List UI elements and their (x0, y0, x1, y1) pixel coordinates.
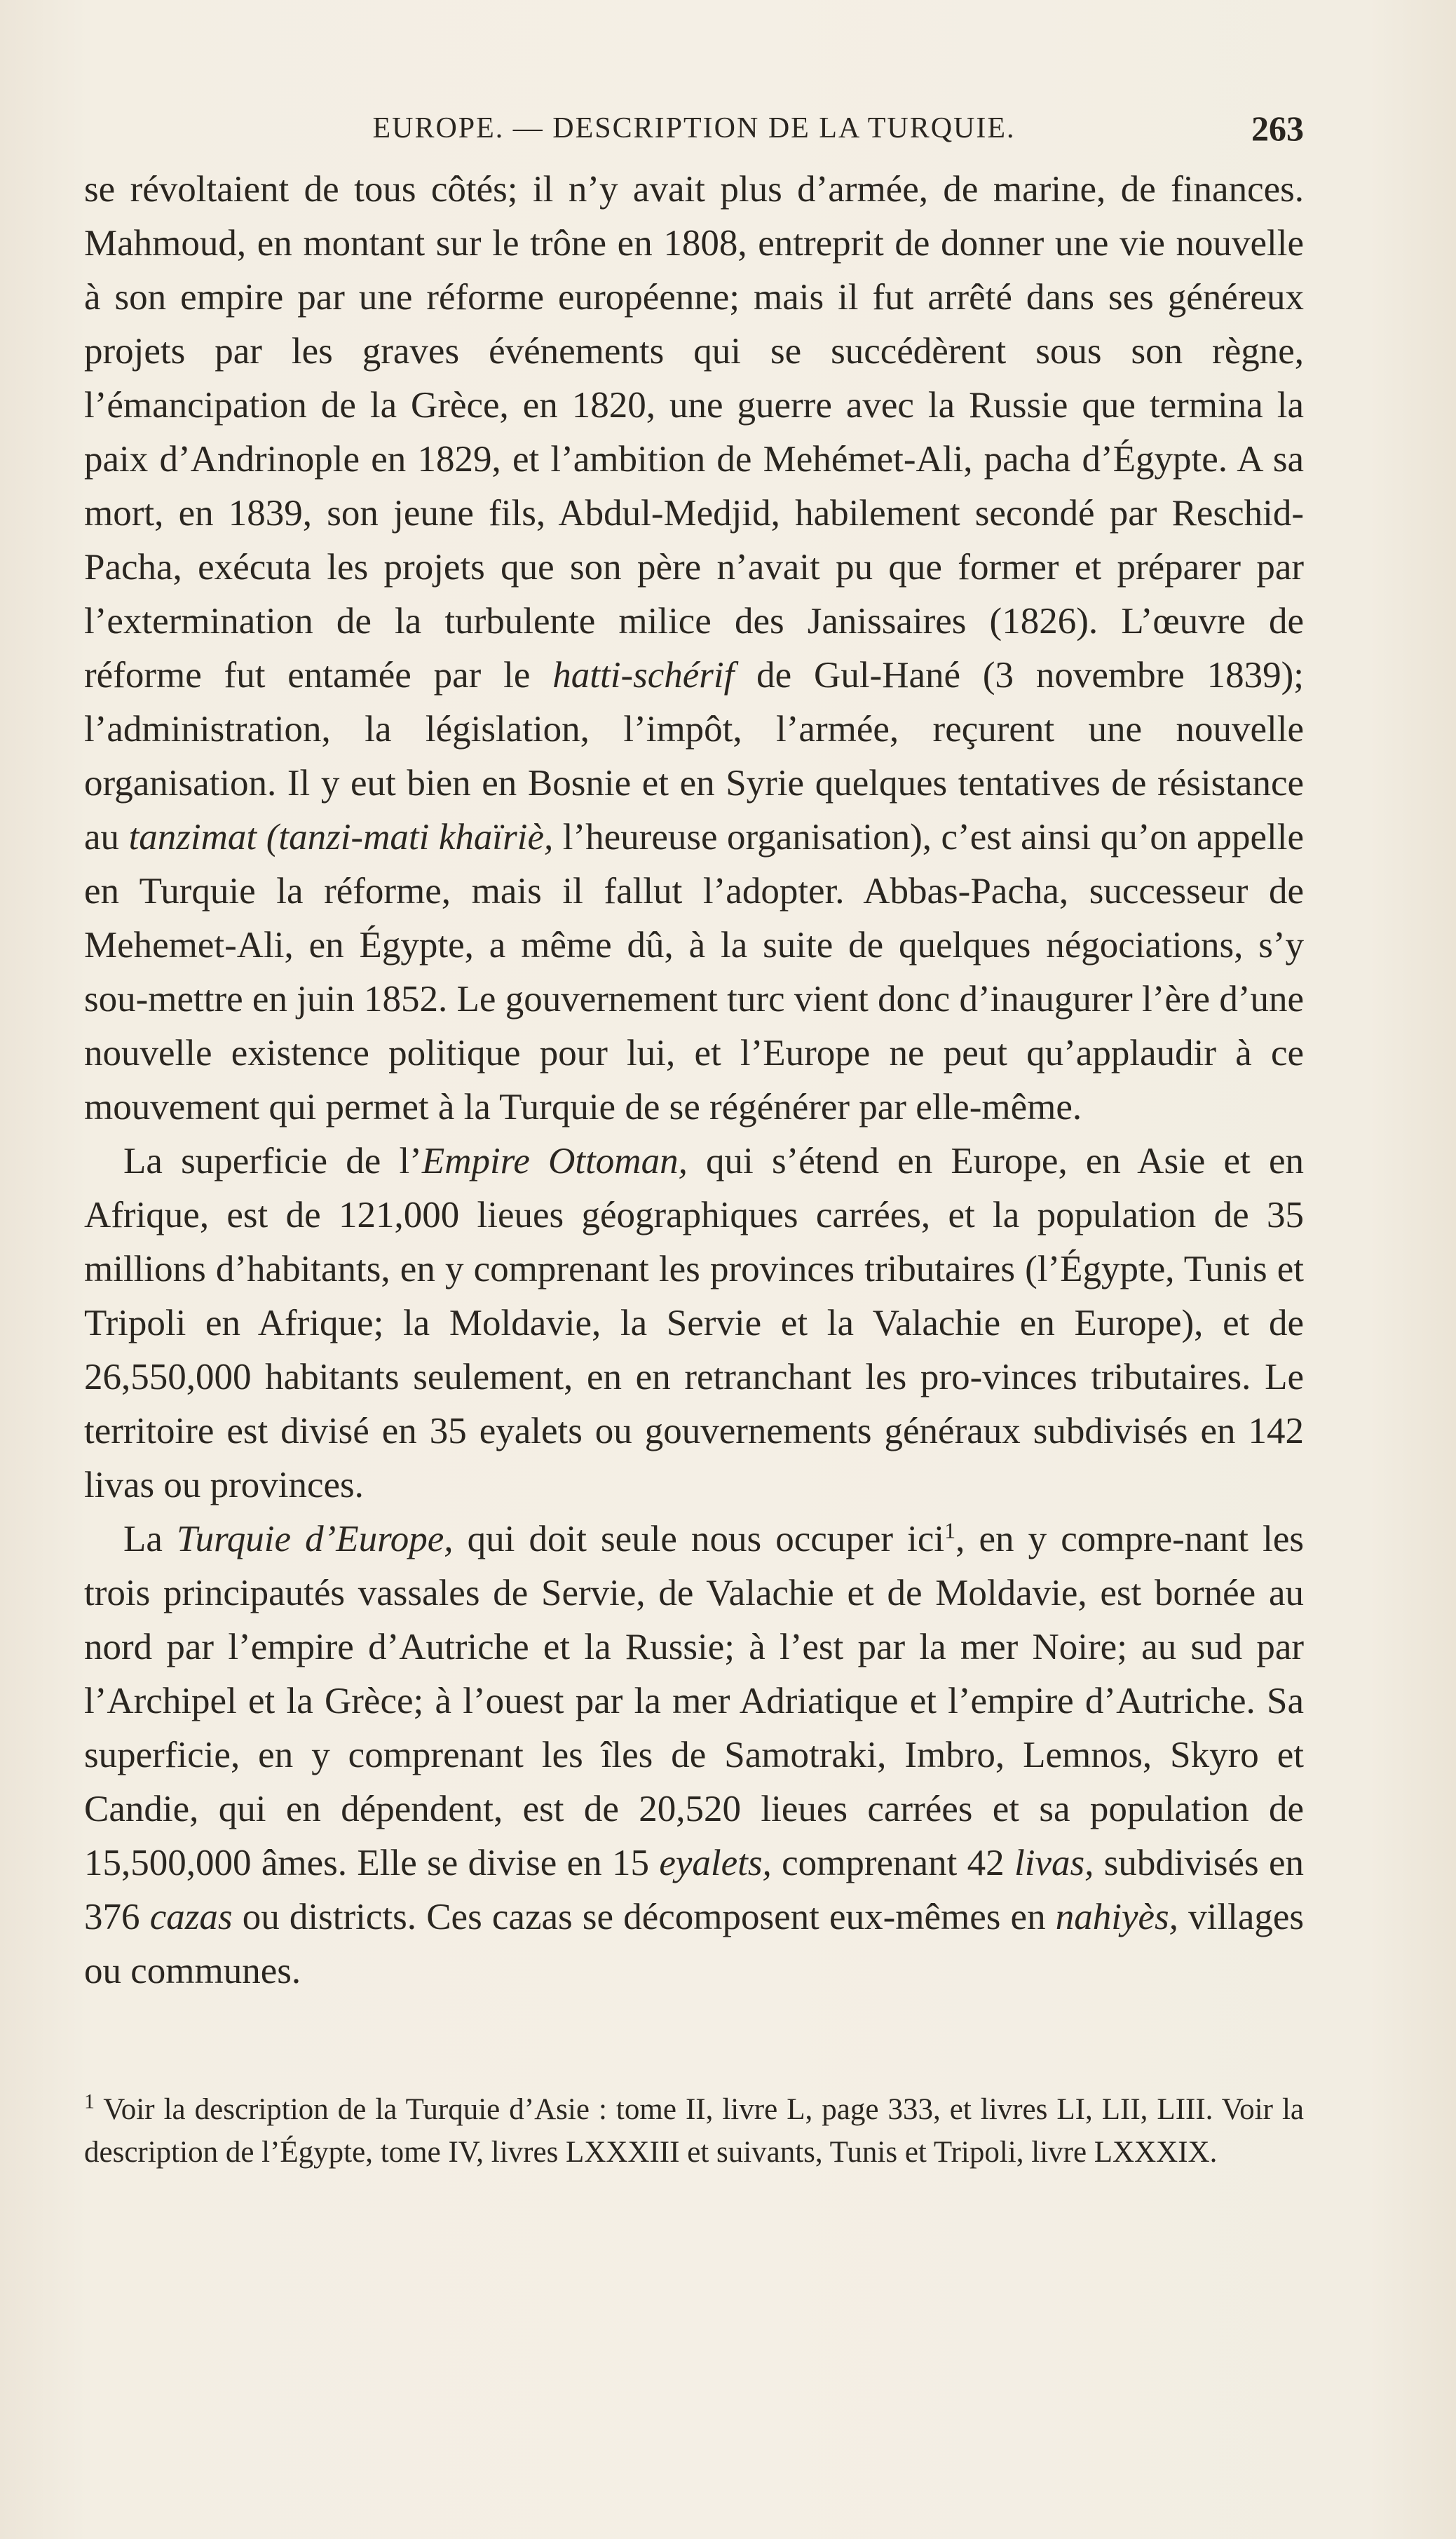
page-header (84, 104, 1304, 153)
italic-term: eyalets, (659, 1843, 772, 1883)
footnote-text: Voir la description de la Turquie d’Asie : tome II, livre L, page 333, et livres LI, LII, LIII. Voir la description de l’Égypte, tome IV, livres LXXXIII et suivants, Tunis et Tripoli, livre LXXXIX. (84, 2093, 1304, 2169)
text-run: qui doit seule nous occuper ici (453, 1519, 945, 1559)
text-run: ou districts. Ces cazas se décomposent eux-mêmes en (232, 1897, 1056, 1937)
italic-term: tanzimat (tanzi-mati khaïriè, (128, 817, 554, 858)
italic-term: livas, (1014, 1843, 1094, 1883)
main-text (84, 163, 1304, 1998)
italic-term: Turquie d’Europe, (177, 1519, 454, 1559)
text-run: La superficie de l’ (123, 1141, 422, 1182)
paragraph-1 (84, 163, 1304, 1135)
text-run: se révoltaient de tous côtés; il n’y avait plus d’armée, de marine, de finances. Mahmoud, en montant sur le trône en 1808, entreprit de donner une vie nouvelle à son empire par une réforme européenne; mais il fut arrêté dans ses généreux projets par les graves événements qui se succédèrent sous son règne, l’émancipation de la Grèce, en 1820, une guerre avec la Russie que termina la paix d’Andrinople en 1829, et l’ambition de Mehémet-Ali, pacha d’Égypte. A sa mort, en 1839, son jeune fils, Abdul-Medjid, habilement secondé par Reschid-Pacha, exécuta les projets que son père n’avait pu que former et préparer par l’extermination de la turbulente milice des Janissaires (1826). L’œuvre de réforme fut entamée par le (84, 169, 1304, 696)
paragraph-2 (84, 1135, 1304, 1512)
footnote-reference: 1 (944, 1517, 956, 1543)
italic-term: hatti-schérif (552, 655, 735, 696)
text-run: l’heureuse organisation), c’est ainsi qu’on appelle en Turquie la réforme, mais il fallut l’adopter. Abbas-Pacha, successeur de Mehemet-Ali, en Égypte, a même dû, à la suite de quelques négociations, s’y sou-mettre en juin 1852. Le gouvernement turc vient donc d’inaugurer l’ère d’une nouvelle existence politique pour lui, et l’Europe ne peut qu’applaudir à ce mouvement qui permet à la Turquie de se régénérer par elle-même. (84, 817, 1304, 1128)
italic-term: nahiyès, (1055, 1897, 1178, 1937)
text-run: de Gul-Hané (3 novembre 1839); l’administration, la législation, l’impôt, l’armée, reçurent une nouvelle organisation. Il y eut bien en Bosnie et en Syrie quelques tentatives de résistance au (84, 655, 1304, 858)
paragraph-3 (84, 1512, 1304, 1998)
text-run: , en y compre-nant les trois principautés vassales de Servie, de Valachie et de Moldavie, est bornée au nord par l’empire d’Autriche et la Russie; à l’est par la mer Noire; au sud par l’Archipel et la Grèce; à l’ouest par la mer Adriatique et l’empire d’Autriche. Sa superficie, en y comprenant les îles de Samotraki, Imbro, Lemnos, Skyro et Candie, qui en dépendent, est de 20,520 lieues carrées et sa population de 15,500,000 âmes. Elle se divise en 15 (84, 1519, 1304, 1883)
running-title: EUROPE. — DESCRIPTION DE LA TURQUIE. (372, 112, 1016, 144)
text-run: La (123, 1519, 177, 1559)
text-run: subdivisés en 376 (84, 1843, 1304, 1937)
footnote (84, 2088, 1304, 2174)
text-run: qui s’étend en Europe, en Asie et en Afrique, est de 121,000 lieues géographiques carrées, et la population de 35 millions d’habitants, en y comprenant les provinces tributaires (l’Égypte, Tunis et Tripoli en Afrique; la Moldavie, la Servie et la Valachie en Europe), et de 26,550,000 habitants seulement, en en retranchant les pro-vinces tributaires. Le territoire est divisé en 35 eyalets ou gouvernements généraux subdivisés en 142 livas ou provinces. (84, 1141, 1304, 1505)
text-run: comprenant 42 (771, 1843, 1015, 1883)
italic-term: Empire Ottoman, (421, 1141, 688, 1182)
italic-term: cazas (149, 1897, 233, 1937)
page-number: 263 (1251, 109, 1304, 148)
footnote-mark: 1 (84, 2090, 95, 2113)
text-run: villages ou communes. (84, 1897, 1304, 1991)
